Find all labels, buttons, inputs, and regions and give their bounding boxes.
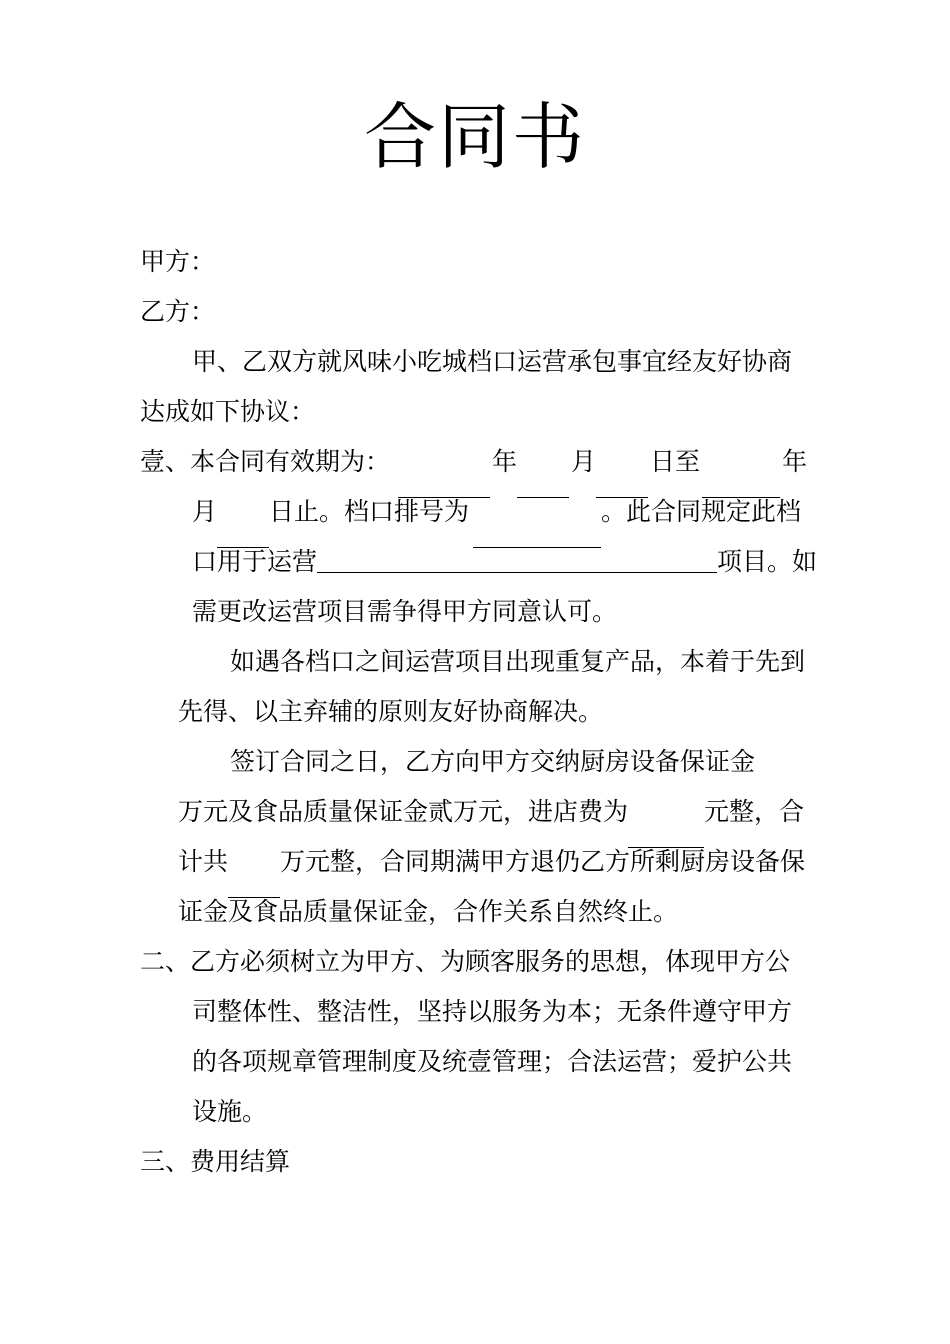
clause1-heading: 壹、本合同有效期为：: [140, 447, 391, 476]
stall-number-text: 日止。档口排号为: [269, 497, 470, 526]
document-title: 合同书: [363, 95, 586, 179]
intro-line-2: 达成如下协议：: [140, 397, 316, 426]
total-suffix: 万元整，合同期满甲方退仍乙方所剩厨房设备保: [280, 847, 806, 876]
clause2-line-3: 的各项规章管理制度及统壹管理；合法运营；爱护公共: [192, 1047, 793, 1076]
clause3-heading: 三、费用结算: [140, 1147, 291, 1176]
operate-prefix: 口用于运营: [192, 547, 318, 576]
end-month-label: 月: [192, 497, 218, 526]
clause1-para3-line-1: 签订合同之日，乙方向甲方交纳厨房设备保证金: [230, 747, 756, 776]
entry-fee-blank: [628, 817, 704, 848]
clause1-line-4: 需更改运营项目需争得甲方同意认可。: [192, 597, 618, 626]
deposit-text: 万元及食品质量保证金贰万元，进店费为: [178, 797, 629, 826]
clause2-line-2: 司整体性、整洁性，坚持以服务为本；无条件遵守甲方: [192, 997, 793, 1026]
clause1-line-2-suffix: 。此合同规定此档: [601, 497, 802, 526]
start-day-blank: [596, 467, 648, 498]
clause1-para2-line-2: 先得、以主弃辅的原则友好协商解决。: [178, 697, 604, 726]
day-to-label: 日至: [650, 447, 701, 476]
clause1-line-2: [192, 497, 801, 528]
end-year-blank: [702, 467, 780, 498]
stall-number-blank: [473, 517, 601, 548]
start-month-blank: [517, 467, 569, 498]
clause1-para2-line-1: 如遇各档口之间运营项目出现重复产品，本着于先到: [230, 647, 806, 676]
party-a-label: 甲方：: [140, 247, 216, 276]
operate-project-blank: [317, 545, 717, 573]
clause2-line-1: 二、乙方必须树立为甲方、为顾客服务的思想，体现甲方公: [140, 947, 791, 976]
entry-fee-suffix: 元整，合: [704, 797, 805, 826]
year-label: 年: [492, 447, 518, 476]
month-label: 月: [571, 447, 597, 476]
end-day-blank: [217, 517, 269, 548]
clause1-para3-line-4: 证金及食品质量保证金，合作关系自然终止。: [178, 897, 679, 926]
clause1-line-3: [192, 547, 817, 577]
intro-line-1: 甲、乙双方就风味小吃城档口运营承包事宜经友好协商: [192, 347, 793, 376]
clause2-line-4: 设施。: [192, 1097, 268, 1126]
operate-suffix: 项目。如: [717, 547, 818, 576]
year-label-2: 年: [782, 447, 808, 476]
clause1-para3-line-2: [178, 797, 804, 828]
total-prefix: 计共: [178, 847, 229, 876]
party-b-label: 乙方：: [140, 297, 216, 326]
clause1-line-1: [140, 447, 807, 478]
start-year-blank: [398, 467, 490, 498]
total-amount-blank: [228, 867, 280, 898]
clause1-para3-line-3: [178, 847, 805, 878]
